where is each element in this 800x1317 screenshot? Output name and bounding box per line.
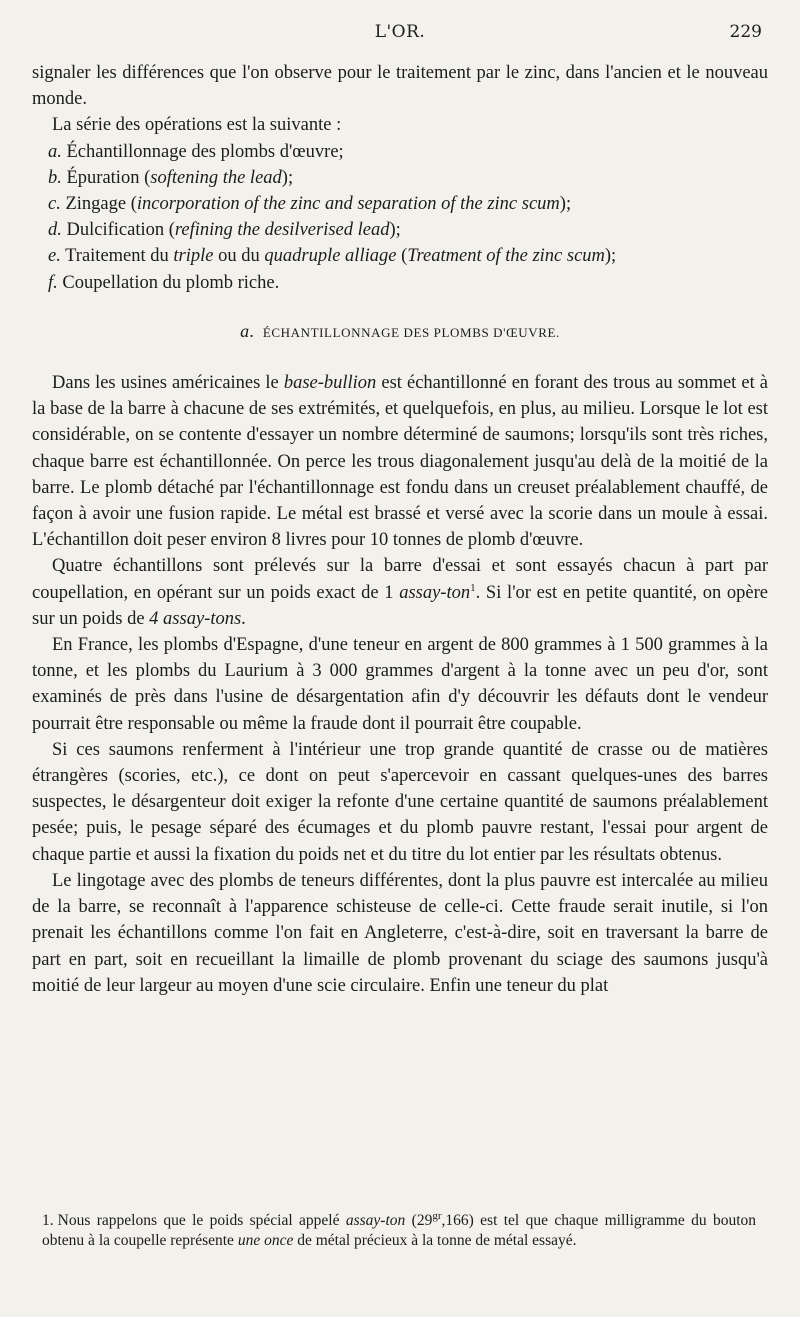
paragraph-lingotage: Le lingotage avec des plombs de teneurs différentes, dont la plus pauvre est intercalée au milieu de la barre, se reconnaît à l'apparence schisteuse de celle-ci. Cette fraude serait inutile, si l'on prenait les échantillons comme l'on fait en Angleterre, c'est-à-dire, soit en traversant la barre de part en part, soit en recueillant la limaille de plomb provenant du sciage des saumons jusqu'à moitié de leur largeur au moyen d'une scie circulaire. Enfin une teneur du plat xyxy=(32,870,768,996)
body-text xyxy=(32,60,768,999)
operation-tail: ); xyxy=(389,220,401,241)
operation-c xyxy=(48,191,768,217)
paragraph-france: En France, les plombs d'Espagne, d'une teneur en argent de 800 grammes à 1 500 grammes à la tonne, et les plombs du Laurium à 3 000 grammes d'argent à la tonne avec un peu d'or, sont examinés de près dans l'usine de désargentation afin d'y découvrir les défauts dont le vendeur pourrait être responsable ou même la fraude dont il pourrait être coupable. xyxy=(32,635,768,734)
operation-e xyxy=(48,243,768,269)
operation-english-term: refining the desilverised lead xyxy=(174,220,390,241)
term-assay-ton: assay-ton xyxy=(399,582,471,603)
term-assay-tons: 4 assay-tons xyxy=(149,608,242,629)
operation-term: quadruple alliage xyxy=(264,246,397,267)
operation-term: triple xyxy=(173,246,214,267)
section-letter: a. xyxy=(240,320,255,341)
operation-tail: ); xyxy=(559,194,572,215)
operation-letter: f. xyxy=(48,272,58,293)
footnote xyxy=(42,1211,756,1251)
text-run: Dans les usines américaines le xyxy=(52,373,284,394)
section-title: ÉCHANTILLONNAGE DES PLOMBS D'ŒUVRE. xyxy=(262,324,560,340)
section-heading xyxy=(32,318,768,346)
operation-text: Échantillonnage des plombs d'œuvre; xyxy=(66,141,344,162)
operation-text: Zingage ( xyxy=(65,194,137,215)
text-run: Quatre échantillons sont prélevés sur la barre d'essai et sont essayés chacun à part par coupellation, en opérant sur un poids exact de 1 xyxy=(32,556,768,603)
operation-english-term: incorporation of the zinc and separation of the zinc scum xyxy=(136,194,560,215)
operation-tail: ); xyxy=(604,246,617,267)
operation-tail: ); xyxy=(281,167,294,188)
operation-letter: e. xyxy=(48,246,61,267)
text-run: (29 xyxy=(405,1212,433,1229)
operation-text: Dulcification ( xyxy=(66,220,175,241)
operation-letter: d. xyxy=(48,220,62,241)
paragraph-four-samples xyxy=(32,553,768,632)
text-run: est échantillonné en forant des trous au sommet et à la base de la barre à chacune de ses extrémités, et quelquefois, en plus, au milieu. Lorsque le lot est considérable, on se contente d'essayer un nombre déterminé de saumons; lorsqu'ils sont très riches, chaque barre est échantillonnée. On perce les trous diagonalement jusqu'au delà de la moitié de la barre. Le plomb détaché par l'échantillonnage est fondu dans un creuset préalablement chauffé, de façon à avoir une fusion rapide. Le métal est brassé et versé avec la scorie dans un moule à essai. L'échantillon doit peser environ 8 livres pour 10 tonnes de plomb d'œuvre. xyxy=(32,373,768,551)
page-number: 229 xyxy=(729,22,762,42)
operation-b xyxy=(48,165,768,191)
text-run: ,166) est tel que chaque milligramme du bouton obtenu à la coupelle représente xyxy=(42,1212,756,1249)
term-base-bullion: base-bullion xyxy=(283,373,377,394)
operation-mid: ( xyxy=(396,246,408,267)
text-run: . Si l'or est en petite quantité, on opère sur un poids de xyxy=(32,582,769,629)
footnote-emphasis: une once xyxy=(237,1232,294,1249)
operation-letter: b. xyxy=(48,167,62,188)
operation-text: Coupellation du plomb riche. xyxy=(62,272,280,293)
paragraph-saumons: Si ces saumons renferment à l'intérieur une trop grande quantité de crasse ou de matières étrangères (scories, etc.), ce dont on peut s'apercevoir en cassant quelques-unes des barres suspectes, le désargenteur doit exiger la refonte d'une certaine quantité de saumons préalablement pesée; puis, le pesage séparé des écumages et du plomb pauvre restant, l'essai pour argent de chaque partie et aussi la fixation du poids net et du titre du lot entier par les résultats obtenus. xyxy=(32,739,768,865)
operation-mid: ou du xyxy=(213,246,265,267)
paragraph-sampling-usa xyxy=(32,370,768,553)
footnote-number: 1. xyxy=(42,1212,54,1229)
operation-f xyxy=(48,270,768,296)
text-run: . xyxy=(241,608,246,629)
operation-d xyxy=(48,217,768,243)
operation-text: Traitement du xyxy=(65,246,174,267)
operation-letter: c. xyxy=(48,194,61,215)
running-header: L'OR. xyxy=(374,22,426,42)
intro-paragraph: signaler les différences que l'on observe pour le traitement par le zinc, dans l'ancien et le nouveau monde. xyxy=(32,63,768,110)
footnote-reference: 1 xyxy=(470,581,476,594)
operations-list xyxy=(48,139,768,296)
footnote-term: assay-ton xyxy=(345,1212,406,1229)
series-intro: La série des opérations est la suivante : xyxy=(52,115,342,136)
operation-english-term: softening the lead xyxy=(150,167,282,188)
operation-letter: a. xyxy=(48,141,62,162)
text-run: Nous rappelons que le poids spécial appelé xyxy=(57,1212,346,1229)
operation-text: Épuration ( xyxy=(66,167,151,188)
footnote-unit: gr xyxy=(432,1209,442,1222)
operation-a xyxy=(48,139,768,165)
text-run: de métal précieux à la tonne de métal essayé. xyxy=(293,1232,577,1249)
operation-english-term: Treatment of the zinc scum xyxy=(407,246,605,267)
